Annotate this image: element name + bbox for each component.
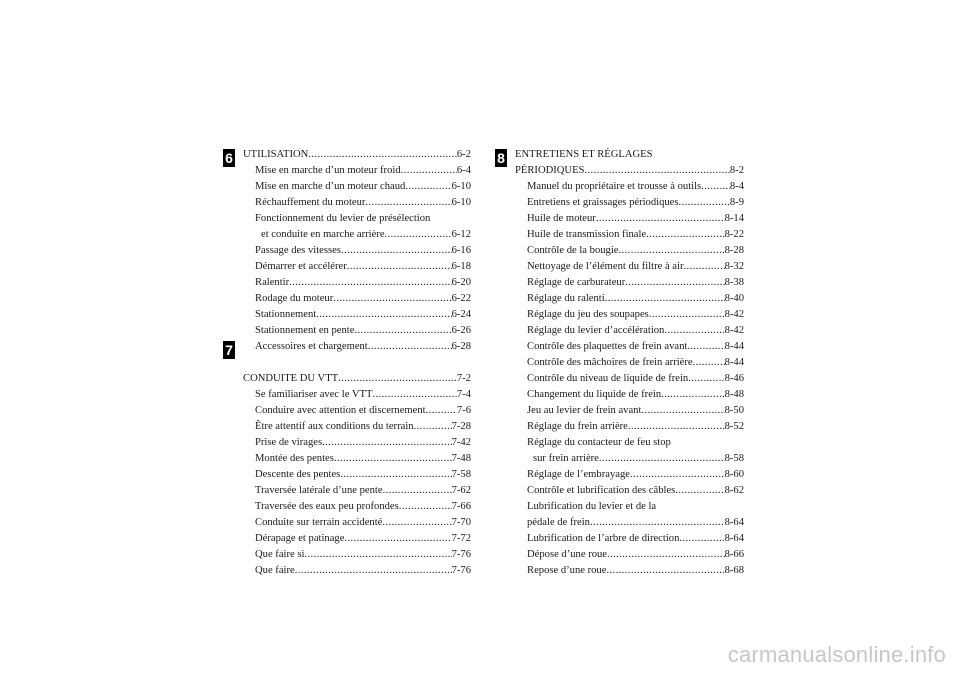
toc-dot-leader [605, 291, 725, 307]
toc-dot-leader [338, 371, 457, 387]
toc-dot-leader [414, 419, 452, 435]
toc-dot-leader [385, 227, 452, 243]
toc-page-number: 6-18 [451, 261, 471, 272]
toc-dot-leader [333, 291, 451, 307]
toc-section-7 [243, 371, 471, 579]
toc-entry-title: Réglage du jeu des soupapes [527, 309, 649, 320]
toc-dot-leader [347, 259, 452, 275]
toc-dot-leader [607, 547, 725, 563]
toc-page-number: 7-62 [451, 485, 471, 496]
toc-page-number: 7-66 [451, 501, 471, 512]
toc-entry-title: pédale de frein [527, 517, 590, 528]
toc-entry[interactable] [243, 259, 471, 275]
toc-dot-leader [354, 323, 451, 339]
toc-entry-title: UTILISATION [243, 149, 309, 160]
toc-entry-title: Réchauffement du moteur [255, 197, 366, 208]
toc-dot-leader [295, 563, 452, 579]
toc-entry[interactable] [515, 211, 744, 227]
toc-page-number: 6-12 [451, 229, 471, 240]
toc-page-number: 8-52 [724, 421, 744, 432]
toc-entry-title: Manuel du propriétaire et trousse à outils [527, 181, 702, 192]
toc-entry-title: Repose d’une roue [527, 565, 607, 576]
toc-entry-title: Entretiens et graissages périodiques [527, 197, 679, 208]
toc-entry-title: Traversée latérale d’une pente [255, 485, 383, 496]
toc-page-number: 8-60 [724, 469, 744, 480]
toc-dot-leader [383, 483, 452, 499]
toc-entry[interactable] [515, 291, 744, 307]
toc-entry[interactable] [515, 435, 744, 451]
toc-entry[interactable] [515, 563, 744, 579]
toc-entry-title: Réglage du levier d’accélération [527, 325, 665, 336]
toc-entry[interactable] [515, 451, 744, 467]
toc-entry[interactable] [243, 339, 471, 355]
toc-entry-title: Fonctionnement du levier de présélection [255, 213, 431, 224]
toc-dot-leader [584, 163, 729, 179]
toc-entry-title: Contrôle de la bougie [527, 245, 619, 256]
toc-entry-title: Mise en marche d’un moteur froid [255, 165, 401, 176]
toc-dot-leader [693, 355, 725, 371]
toc-dot-leader [679, 531, 724, 547]
toc-entry-title: Réglage de l’embrayage [527, 469, 630, 480]
toc-entry-title: Rodage du moteur [255, 293, 334, 304]
toc-section-8 [515, 147, 744, 579]
toc-entry-title: CONDUITE DU VTT [243, 373, 339, 384]
toc-page-number: 6-10 [451, 181, 471, 192]
toc-dot-leader [368, 339, 452, 355]
toc-entry-title: Contrôle des plaquettes de frein avant [527, 341, 688, 352]
toc-dot-leader [701, 179, 730, 195]
chapter-7-tab: 7 [223, 341, 235, 359]
toc-dot-leader [401, 163, 457, 179]
toc-entry-title: PÉRIODIQUES [515, 165, 585, 176]
toc-dot-leader [599, 451, 725, 467]
toc-page-number: 8-68 [724, 565, 744, 576]
toc-dot-leader [646, 227, 724, 243]
toc-dot-leader [372, 387, 456, 403]
toc-entry[interactable] [243, 291, 471, 307]
toc-entry[interactable] [243, 515, 471, 531]
toc-page-number: 8-50 [724, 405, 744, 416]
toc-section-6 [243, 147, 471, 355]
toc-entry[interactable] [243, 179, 471, 195]
toc-entry-title: Réglage du contacteur de feu stop [527, 437, 671, 448]
toc-entry[interactable] [515, 323, 744, 339]
toc-entry[interactable] [243, 451, 471, 467]
toc-page-number: 6-28 [451, 341, 471, 352]
toc-page-number: 7-28 [451, 421, 471, 432]
toc-page-number: 8-44 [724, 341, 744, 352]
toc-page-number: 8-64 [724, 517, 744, 528]
toc-dot-leader [619, 243, 725, 259]
toc-dot-leader [340, 467, 451, 483]
toc-entry-title: Contrôle des mâchoires de frein arrière [527, 357, 693, 368]
toc-dot-leader [289, 275, 451, 291]
toc-page-number: 8-44 [724, 357, 744, 368]
toc-dot-leader [683, 259, 724, 275]
toc-entry[interactable] [243, 531, 471, 547]
toc-page-number: 6-2 [456, 149, 471, 160]
toc-entry-title: Huile de transmission finale [527, 229, 647, 240]
toc-dot-leader [675, 483, 724, 499]
toc-entry-title: Être attentif aux conditions du terrain [255, 421, 414, 432]
toc-page-number: 7-70 [451, 517, 471, 528]
toc-page-number: 8-48 [724, 389, 744, 400]
toc-entry[interactable] [515, 467, 744, 483]
toc-entry-title: Réglage de carburateur [527, 277, 626, 288]
toc-page-number: 7-72 [451, 533, 471, 544]
chapter-6-tab: 6 [223, 149, 235, 167]
toc-entry-title: Jeu au levier de frein avant [527, 405, 642, 416]
toc-entry[interactable] [243, 275, 471, 291]
toc-entry[interactable] [243, 483, 471, 499]
toc-page-number: 7-6 [456, 405, 471, 416]
toc-page-number: 8-32 [724, 261, 744, 272]
toc-page-number: 6-24 [451, 309, 471, 320]
toc-entry-title: Ralentir [255, 277, 290, 288]
toc-entry[interactable] [515, 243, 744, 259]
toc-dot-leader [399, 499, 452, 515]
toc-dot-leader [606, 563, 724, 579]
watermark-text: carmanualsonline.info [727, 642, 946, 667]
toc-page-number: 6-4 [456, 165, 471, 176]
toc-page-number: 8-64 [724, 533, 744, 544]
toc-entry-title: Dépose d’une roue [527, 549, 608, 560]
toc-entry[interactable] [243, 403, 471, 419]
toc-entry[interactable] [243, 499, 471, 515]
toc-page-number: 6-16 [451, 245, 471, 256]
toc-dot-leader [344, 531, 451, 547]
toc-page-number: 6-22 [451, 293, 471, 304]
toc-page-number: 8-28 [724, 245, 744, 256]
toc-entry-title: Contrôle du niveau de liquide de frein [527, 373, 689, 384]
toc-page-number: 7-2 [456, 373, 471, 384]
chapter-8-tab: 8 [495, 149, 507, 167]
toc-entry[interactable] [515, 371, 744, 387]
toc-entry-title: Nettoyage de l’élément du filtre à air [527, 261, 684, 272]
toc-entry[interactable] [515, 227, 744, 243]
toc-entry[interactable] [243, 387, 471, 403]
toc-dot-leader [679, 195, 730, 211]
toc-dot-leader [590, 515, 725, 531]
toc-page-number: 8-58 [724, 453, 744, 464]
toc-entry-title: Contrôle et lubrification des câbles [527, 485, 676, 496]
toc-page-number: 7-76 [451, 549, 471, 560]
toc-page-number: 7-48 [451, 453, 471, 464]
toc-entry-title: Descente des pentes [255, 469, 341, 480]
toc-entry-title: Mise en marche d’un moteur chaud [255, 181, 406, 192]
toc-entry[interactable] [515, 387, 744, 403]
toc-page-number: 8-4 [729, 181, 744, 192]
toc-entry[interactable] [243, 435, 471, 451]
toc-entry[interactable] [243, 323, 471, 339]
toc-entry-title: Passage des vitesses [255, 245, 341, 256]
toc-page-number: 8-9 [729, 197, 744, 208]
toc-dot-leader [661, 387, 724, 403]
toc-page-number: 8-46 [724, 373, 744, 384]
toc-entry[interactable] [515, 259, 744, 275]
toc-chapter-heading[interactable] [243, 147, 471, 163]
toc-dot-leader [649, 307, 725, 323]
toc-chapter-heading[interactable] [515, 147, 744, 163]
toc-dot-leader [596, 211, 725, 227]
toc-entry-title: sur frein arrière [533, 453, 599, 464]
toc-entry[interactable] [243, 227, 471, 243]
toc-page-number: 8-66 [724, 549, 744, 560]
toc-dot-leader [334, 451, 452, 467]
toc-entry[interactable] [243, 163, 471, 179]
toc-dot-leader [382, 515, 451, 531]
toc-dot-leader [365, 195, 451, 211]
toc-entry[interactable] [515, 195, 744, 211]
toc-page-number: 8-42 [724, 325, 744, 336]
toc-left-column [243, 147, 471, 579]
toc-right-column [515, 147, 744, 579]
toc-page-number: 8-42 [724, 309, 744, 320]
toc-entry-title: Lubrification du levier et de la [527, 501, 657, 512]
toc-entry-title: Prise de virages [255, 437, 323, 448]
toc-dot-leader [304, 547, 451, 563]
toc-entry[interactable] [243, 547, 471, 563]
toc-entry-title: Dérapage et patinage [255, 533, 345, 544]
toc-dot-leader [341, 243, 452, 259]
toc-entry[interactable] [243, 467, 471, 483]
toc-dot-leader [316, 307, 451, 323]
toc-entry[interactable] [515, 419, 744, 435]
toc-page-number: 7-4 [456, 389, 471, 400]
toc-entry[interactable] [243, 307, 471, 323]
toc-entry-title: Réglage du frein arrière [527, 421, 628, 432]
toc-page-number: 7-76 [451, 565, 471, 576]
toc-entry[interactable] [515, 483, 744, 499]
toc-entry-title: Se familiariser avec le VTT [255, 389, 373, 400]
toc-page-number: 8-22 [724, 229, 744, 240]
toc-dot-leader [628, 419, 725, 435]
toc-dot-leader [664, 323, 724, 339]
toc-entry-title: Montée des pentes [255, 453, 334, 464]
toc-entry[interactable] [515, 339, 744, 355]
toc-entry-title: Réglage du ralenti [527, 293, 605, 304]
toc-entry-title: Que faire [255, 565, 295, 576]
toc-entry[interactable] [243, 211, 471, 227]
toc-entry[interactable] [243, 243, 471, 259]
toc-page-number: 8-14 [724, 213, 744, 224]
toc-entry[interactable] [515, 179, 744, 195]
toc-chapter-heading[interactable] [243, 371, 471, 387]
toc-dot-leader [687, 339, 724, 355]
toc-entry[interactable] [515, 531, 744, 547]
toc-entry[interactable] [243, 563, 471, 579]
toc-page-number: 8-2 [729, 165, 744, 176]
toc-entry-title: Démarrer et accélérer [255, 261, 347, 272]
toc-entry-title: Stationnement en pente [255, 325, 355, 336]
toc-entry[interactable] [515, 515, 744, 531]
toc-entry-title: Stationnement [255, 309, 317, 320]
toc-page-number: 7-58 [451, 469, 471, 480]
toc-entry-title: et conduite en marche arrière [261, 229, 385, 240]
toc-entry[interactable] [515, 547, 744, 563]
toc-page-number: 8-40 [724, 293, 744, 304]
toc-dot-leader [405, 179, 451, 195]
toc-page-number: 8-62 [724, 485, 744, 496]
toc-entry[interactable] [515, 403, 744, 419]
section-spacer [243, 355, 471, 371]
toc-dot-leader [630, 467, 725, 483]
toc-entry-title: Lubrification de l’arbre de direction [527, 533, 680, 544]
toc-chapter-heading[interactable] [515, 163, 744, 179]
toc-entry-title: Que faire si [255, 549, 305, 560]
toc-entry[interactable] [243, 195, 471, 211]
toc-dot-leader [426, 403, 457, 419]
toc-page-number: 8-38 [724, 277, 744, 288]
toc-entry[interactable] [515, 307, 744, 323]
toc-entry-title: Changement du liquide de frein [527, 389, 662, 400]
toc-entry[interactable] [243, 419, 471, 435]
toc-entry-title: Conduite sur terrain accidenté [255, 517, 383, 528]
toc-entry-title: Accessoires et chargement [255, 341, 368, 352]
toc-page-number: 6-20 [451, 277, 471, 288]
toc-dot-leader [308, 147, 457, 163]
toc-dot-leader [641, 403, 724, 419]
toc-page-number: 6-10 [451, 197, 471, 208]
toc-entry-title: Conduire avec attention et discernement [255, 405, 426, 416]
toc-entry-title: ENTRETIENS ET RÉGLAGES [515, 149, 653, 160]
toc-page-number: 7-42 [451, 437, 471, 448]
toc-entry-title: Huile de moteur [527, 213, 596, 224]
toc-entry[interactable] [515, 499, 744, 515]
toc-entry-title: Traversée des eaux peu profondes [255, 501, 399, 512]
toc-entry[interactable] [515, 275, 744, 291]
toc-dot-leader [322, 435, 452, 451]
toc-entry[interactable] [515, 355, 744, 371]
toc-dot-leader [688, 371, 724, 387]
toc-dot-leader [625, 275, 724, 291]
toc-page-number: 6-26 [451, 325, 471, 336]
